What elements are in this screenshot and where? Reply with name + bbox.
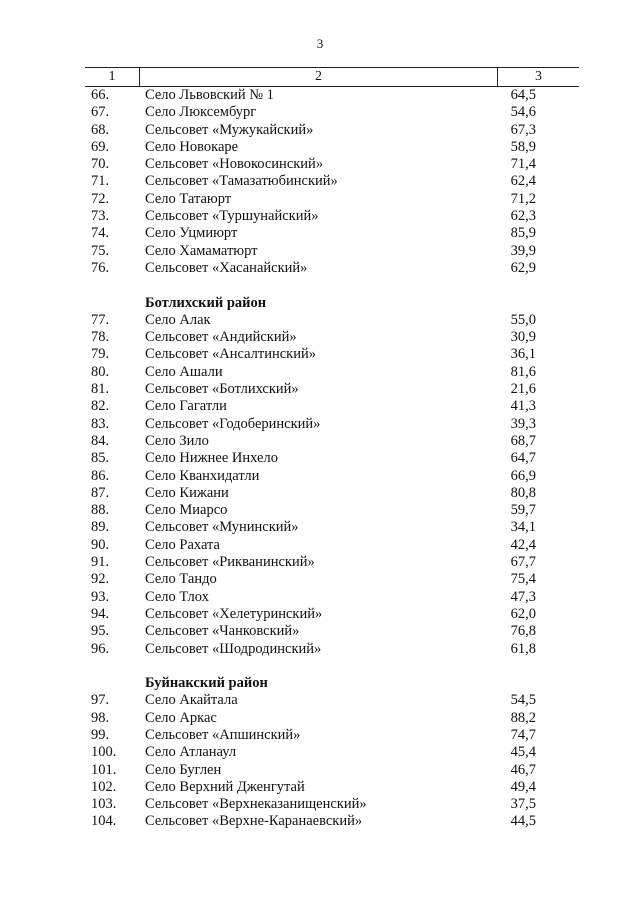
row-value: 80,8: [510, 484, 536, 501]
row-value: 88,2: [510, 709, 536, 726]
row-number: 102.: [91, 778, 117, 795]
settlement-name: Село Миарсо: [145, 502, 228, 519]
settlement-name: Село Рахата: [145, 536, 220, 553]
table-row: [85, 364, 579, 381]
table-row: [85, 537, 579, 554]
settlement-name: Село Львовский № 1: [145, 87, 274, 103]
district-heading: Ботлихский район: [145, 294, 267, 311]
row-number: 93.: [91, 588, 110, 605]
row-number: 72.: [91, 190, 110, 207]
table-row: [85, 208, 579, 225]
header-column-1: 1: [85, 68, 140, 86]
row-value: 66,9: [510, 467, 536, 484]
row-value: 85,9: [510, 225, 536, 242]
row-number: 92.: [91, 571, 110, 588]
settlement-name: Сельсовет «Верхне-Каранаевский»: [145, 813, 363, 830]
settlement-name: Село Тлох: [145, 588, 209, 605]
row-value: 45,4: [510, 744, 536, 761]
settlement-name: Село Буглен: [145, 761, 222, 778]
settlement-name: Село Аркас: [145, 709, 217, 726]
row-number: 87.: [91, 484, 110, 501]
table-row: [85, 796, 579, 813]
settlement-name: Сельсовет «Ансалтинский»: [145, 346, 316, 363]
row-value: 59,7: [510, 502, 536, 519]
table-row: [85, 87, 579, 104]
row-value: 46,7: [510, 761, 536, 778]
row-value: 64,7: [510, 450, 536, 467]
row-value: 71,4: [510, 156, 536, 173]
table-row: [85, 381, 579, 398]
row-value: 76,8: [510, 623, 536, 640]
table-row: [85, 502, 579, 519]
settlement-name: Сельсовет «Ботлихский»: [145, 381, 299, 398]
row-number: 98.: [91, 709, 110, 726]
settlement-name: Село Акайтала: [145, 692, 238, 709]
table-row: [85, 346, 579, 363]
row-value: 62,9: [510, 259, 536, 276]
row-number: 94.: [91, 605, 110, 622]
row-number: 82.: [91, 398, 110, 415]
table-row: [85, 589, 579, 606]
row-number: 76.: [91, 259, 110, 276]
district-heading: Буйнакский район: [145, 675, 268, 692]
row-number: 80.: [91, 363, 110, 380]
row-number: 88.: [91, 502, 110, 519]
row-number: 104.: [91, 813, 117, 830]
row-value: 61,8: [510, 640, 536, 657]
row-number: 103.: [91, 796, 117, 813]
settlement-name: Село Атланаул: [145, 744, 237, 761]
row-value: 62,3: [510, 208, 536, 225]
table-row: [85, 450, 579, 467]
table-row: [85, 416, 579, 433]
table-row: [85, 485, 579, 502]
row-value: 68,7: [510, 432, 536, 449]
row-number: 83.: [91, 415, 110, 432]
row-value: 39,9: [510, 242, 536, 259]
row-value: 41,3: [510, 398, 536, 415]
table-row: [85, 779, 579, 796]
row-number: 68.: [91, 121, 110, 138]
table-row: [85, 727, 579, 744]
row-value: 62,4: [510, 173, 536, 190]
table-row: [85, 468, 579, 485]
row-value: 37,5: [510, 796, 536, 813]
row-value: 71,2: [510, 190, 536, 207]
settlement-name: Село Новокаре: [145, 138, 239, 155]
row-value: 81,6: [510, 363, 536, 380]
settlement-name: Сельсовет «Хелетуринский»: [145, 605, 323, 622]
table-row: [85, 744, 579, 761]
table-row: [85, 519, 579, 536]
table-row: [85, 813, 579, 830]
row-value: 67,3: [510, 121, 536, 138]
table-row: [85, 710, 579, 727]
table-row: [85, 312, 579, 329]
row-value: 36,1: [510, 346, 536, 363]
row-number: 96.: [91, 640, 110, 657]
table-row: [85, 329, 579, 346]
row-value: 30,9: [510, 329, 536, 346]
row-number: 86.: [91, 467, 110, 484]
row-value: 74,7: [510, 726, 536, 743]
settlement-name: Сельсовет «Верхнеказанищенский»: [145, 796, 367, 813]
row-value: 42,4: [510, 536, 536, 553]
table-row: [85, 571, 579, 588]
row-number: 79.: [91, 346, 110, 363]
settlement-name: Сельсовет «Чанковский»: [145, 623, 300, 640]
page-number: 3: [316, 36, 324, 51]
row-value: 67,7: [510, 554, 536, 571]
row-number: 73.: [91, 208, 110, 225]
settlement-name: Сельсовет «Годоберинский»: [145, 415, 321, 432]
row-number: 74.: [91, 225, 110, 242]
row-number: 81.: [91, 381, 110, 398]
row-value: 75,4: [510, 571, 536, 588]
settlement-name: Село Хамаматюрт: [145, 242, 258, 259]
settlement-name: Сельсовет «Туршунайский»: [145, 208, 319, 225]
table-row: [85, 225, 579, 242]
settlement-name: Сельсовет «Тамазатюбинский»: [145, 173, 338, 190]
row-value: 49,4: [510, 778, 536, 795]
table-header-row: [85, 67, 579, 87]
row-number: 100.: [91, 744, 117, 761]
row-number: 85.: [91, 450, 110, 467]
row-number: 78.: [91, 329, 110, 346]
row-number: 69.: [91, 138, 110, 155]
table-row: [85, 156, 579, 173]
row-value: 21,6: [510, 381, 536, 398]
row-number: 67.: [91, 104, 110, 121]
settlement-name: Сельсовет «Хасанайский»: [145, 259, 308, 276]
row-number: 84.: [91, 432, 110, 449]
row-value: 58,9: [510, 138, 536, 155]
row-value: 44,5: [510, 813, 536, 830]
row-value: 47,3: [510, 588, 536, 605]
row-value: 54,6: [510, 104, 536, 121]
settlement-name: Сельсовет «Мунинский»: [145, 519, 299, 536]
table-row: [85, 191, 579, 208]
settlement-name: Сельсовет «Шодродинский»: [145, 640, 322, 657]
row-number: 66.: [91, 87, 110, 103]
settlement-name: Сельсовет «Рикванинский»: [145, 554, 315, 571]
row-number: 89.: [91, 519, 110, 536]
row-value: 55,0: [510, 311, 536, 328]
row-value: 54,5: [510, 692, 536, 709]
settlement-name: Село Кижани: [145, 484, 229, 501]
settlement-name: Село Зило: [145, 432, 209, 449]
table-row: [85, 623, 579, 640]
settlement-name: Село Тандо: [145, 571, 217, 588]
section-spacer: [85, 658, 579, 675]
table-row: [85, 641, 579, 658]
table-body: [85, 87, 579, 831]
table-row: [85, 606, 579, 623]
settlement-name: Село Верхний Дженгутай: [145, 778, 305, 795]
table-row: [85, 122, 579, 139]
settlement-name: Село Гагатли: [145, 398, 227, 415]
row-number: 97.: [91, 692, 110, 709]
row-value: 39,3: [510, 415, 536, 432]
settlements-table: [85, 67, 579, 831]
table-row: [85, 243, 579, 260]
table-row: [85, 139, 579, 156]
table-row: [85, 692, 579, 709]
settlement-name: Сельсовет «Андийский»: [145, 329, 297, 346]
row-number: 91.: [91, 554, 110, 571]
table-row: [85, 398, 579, 415]
row-number: 99.: [91, 726, 110, 743]
row-value: 62,0: [510, 605, 536, 622]
settlement-name: Село Ашали: [145, 363, 223, 380]
row-number: 75.: [91, 242, 110, 259]
table-row: [85, 554, 579, 571]
header-column-2: 2: [140, 68, 498, 86]
table-row: [85, 173, 579, 190]
table-row: [85, 433, 579, 450]
row-number: 71.: [91, 173, 110, 190]
row-number: 90.: [91, 536, 110, 553]
settlement-name: Село Алак: [145, 311, 211, 328]
settlement-name: Село Нижнее Инхело: [145, 450, 278, 467]
row-number: 101.: [91, 761, 117, 778]
settlement-name: Село Уцмиюрт: [145, 225, 238, 242]
table-row: [85, 762, 579, 779]
section-spacer: [85, 277, 579, 294]
settlement-name: Село Татаюрт: [145, 190, 232, 207]
settlement-name: Сельсовет «Новокосинский»: [145, 156, 324, 173]
table-row: [85, 104, 579, 121]
settlement-name: Село Люксембург: [145, 104, 257, 121]
settlement-name: Село Кванхидатли: [145, 467, 260, 484]
settlement-name: Сельсовет «Апшинский»: [145, 726, 301, 743]
row-value: 64,5: [510, 87, 536, 103]
row-value: 34,1: [510, 519, 536, 536]
header-column-3: 3: [535, 69, 542, 84]
row-number: 70.: [91, 156, 110, 173]
row-number: 95.: [91, 623, 110, 640]
table-row: [85, 260, 579, 277]
settlement-name: Сельсовет «Мужукайский»: [145, 121, 314, 138]
row-number: 77.: [91, 311, 110, 328]
